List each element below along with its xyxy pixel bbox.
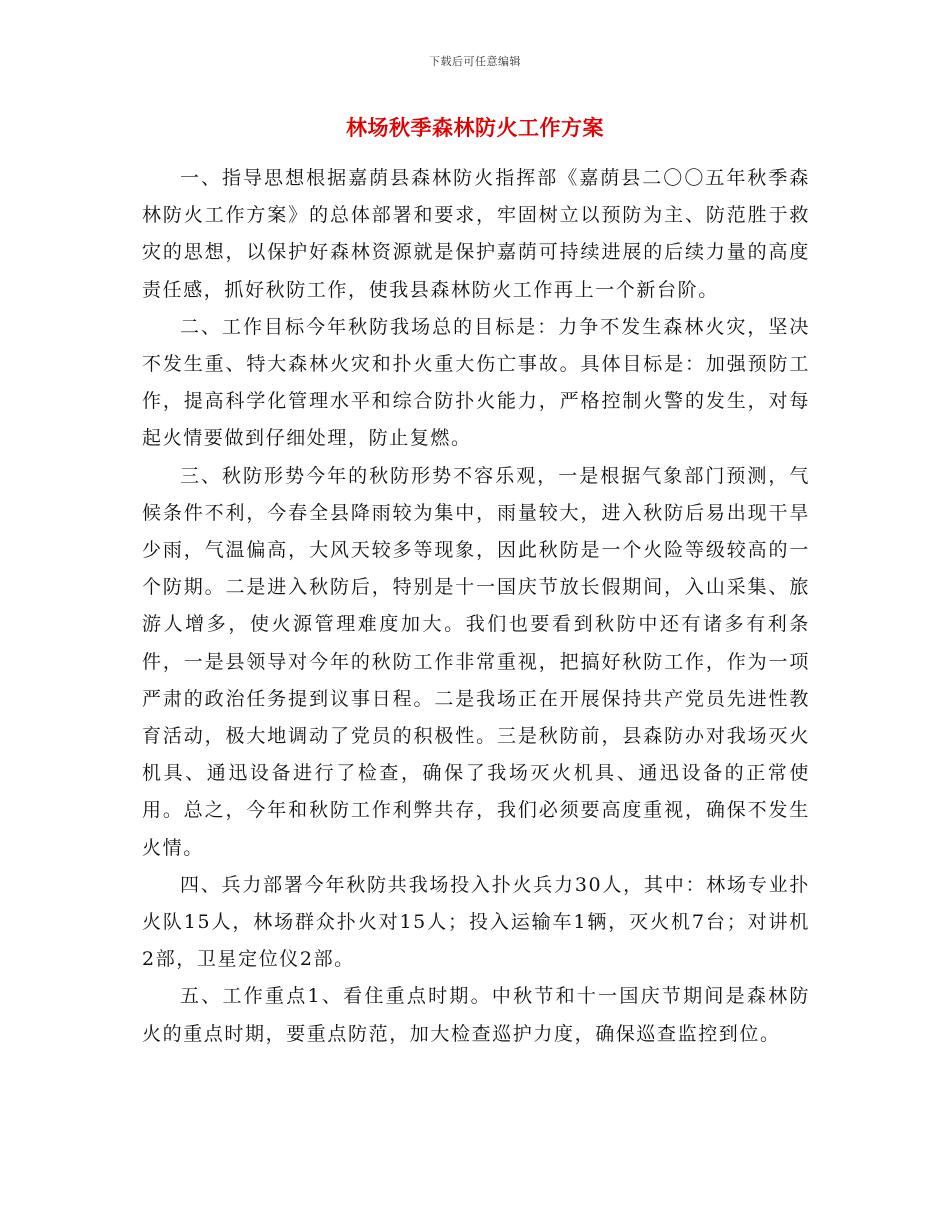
paragraph-work-goals: 二、工作目标今年秋防我场总的目标是：力争不发生森林火灾，坚决不发生重、特大森林火灾和扑火重大伤亡事故。具体目标是：加强预防工作，提高科学化管理水平和综合防扑火能力，严格控制火警的发生，对每起火情要做到仔细处理，防止复燃。 [142, 315, 810, 450]
document-title: 林场秋季森林防火工作方案 [346, 115, 604, 140]
header-note: 下载后可任意编辑 [429, 55, 521, 68]
paragraph-work-priorities: 五、工作重点1、看住重点时期。中秋节和十一国庆节期间是森林防火的重点时期，要重点防范，加大检查巡护力度，确保巡查监控到位。 [142, 985, 810, 1045]
paragraph-force-deployment: 四、兵力部署今年秋防共我场投入扑火兵力30人，其中：林场专业扑火队15人，林场群众扑火对15人；投入运输车1辆，灭火机7台；对讲机2部，卫星定位仪2部。 [142, 873, 810, 971]
paragraph-autumn-situation: 三、秋防形势今年的秋防形势不容乐观，一是根据气象部门预测，气候条件不利，今春全县降雨较为集中，雨量较大，进入秋防后易出现干旱少雨，气温偏高，大风天较多等现象，因此秋防是一个火险等级较高的一个防期。二是进入秋防后，特别是十一国庆节放长假期间，入山采集、旅游人增多，使火源管理难度加大。我们也要看到秋防中还有诸多有利条件，一是县领导对今年的秋防工作非常重视，把搞好秋防工作，作为一项严肃的政治任务提到议事日程。二是我场正在开展保持共产党员先进性教育活动，极大地调动了党员的积极性。三是秋防前，县森防办对我场灭火机具、通迅设备进行了检查，确保了我场灭火机具、通迅设备的正常使用。总之，今年和秋防工作利弊共存，我们必须要高度重视，确保不发生火情。 [142, 464, 810, 859]
document-body [142, 160, 810, 1053]
paragraph-guiding-ideology: 一、指导思想根据嘉荫县森林防火指挥部《嘉荫县二〇〇五年秋季森林防火工作方案》的总体部署和要求，牢固树立以预防为主、防范胜于救灾的思想，以保护好森林资源就是保护嘉荫可持续进展的后续力量的高度责任感，抓好秋防工作，使我县森林防火工作再上一个新台阶。 [142, 167, 810, 301]
